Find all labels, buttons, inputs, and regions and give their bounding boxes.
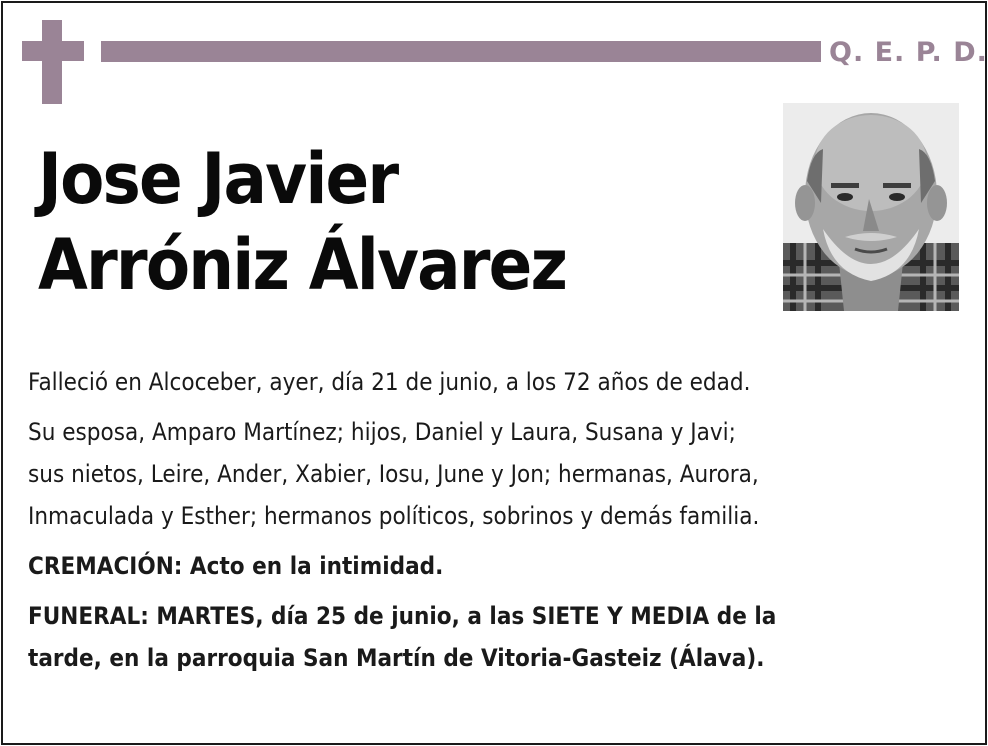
family-line-3: Inmaculada y Esther; hermanos políticos, sobrinos y demás familia. bbox=[28, 502, 760, 530]
funeral-line-2: tarde, en la parroquia San Martín de Vitoria-Gasteiz (Álava). bbox=[28, 644, 765, 672]
header-rule bbox=[101, 41, 821, 62]
funeral-line-1: FUNERAL: MARTES, día 25 de junio, a las SIETE Y MEDIA de la bbox=[28, 602, 777, 630]
family-line-1: Su esposa, Amparo Martínez; hijos, Daniel y Laura, Susana y Javi; bbox=[28, 418, 736, 446]
family-line-2: sus nietos, Leire, Ander, Xabier, Iosu, June y Jon; hermanas, Aurora, bbox=[28, 460, 759, 488]
death-statement: Falleció en Alcoceber, ayer, día 21 de junio, a los 72 años de edad. bbox=[28, 368, 751, 396]
portrait-photo bbox=[783, 103, 959, 311]
cross-icon-bar bbox=[22, 41, 84, 61]
cremation-notice: CREMACIÓN: Acto en la intimidad. bbox=[28, 552, 444, 580]
cross-icon bbox=[42, 20, 62, 104]
obituary-card bbox=[1, 1, 987, 745]
name-line-2: Arróniz Álvarez bbox=[38, 224, 567, 306]
qepd-label: Q. E. P. D. bbox=[829, 37, 988, 68]
portrait-image bbox=[783, 103, 959, 311]
name-line-1: Jose Javier bbox=[38, 138, 398, 220]
deceased-name bbox=[38, 136, 566, 308]
notice-body bbox=[28, 361, 856, 679]
